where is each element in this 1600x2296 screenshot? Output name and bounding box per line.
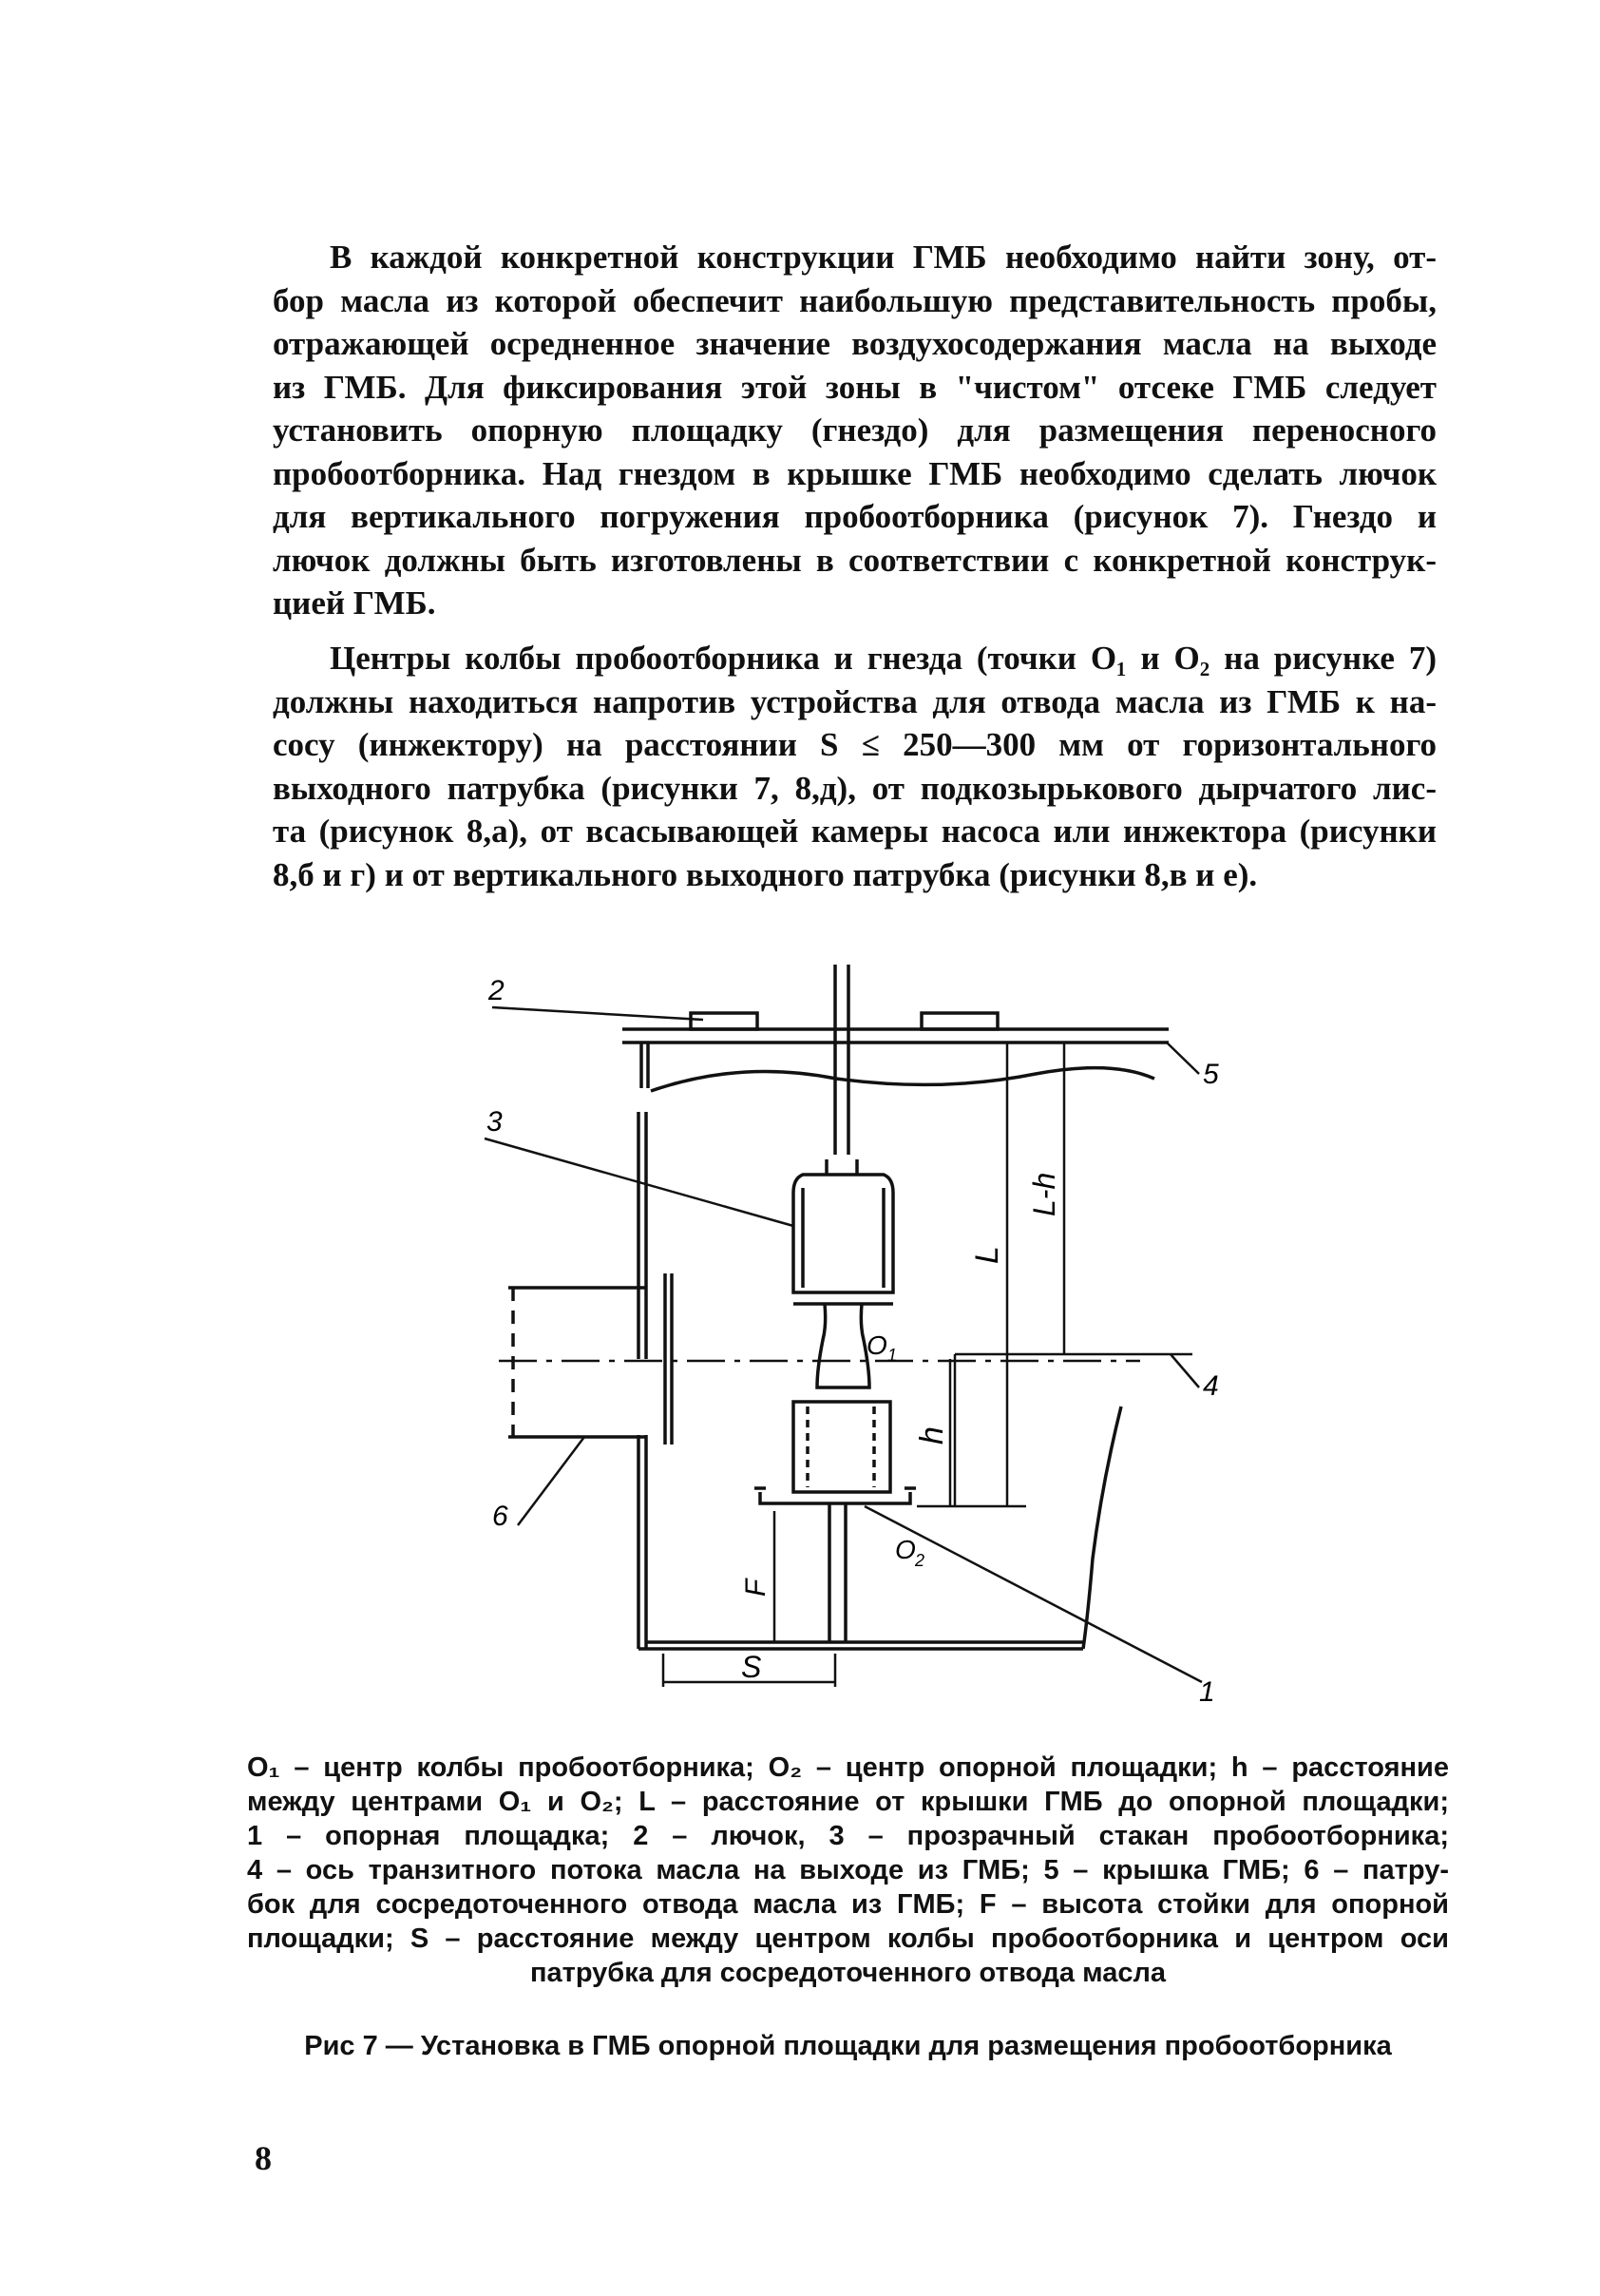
probe-neck: [817, 1304, 869, 1387]
break-line: [651, 1068, 1154, 1091]
dim-h-label: h: [914, 1426, 950, 1445]
text-line: сосу (инжектору) на расстоянии S ≤ 250—300 мм от горизонтального: [273, 726, 1437, 763]
hatch-plate-left: [691, 1013, 757, 1029]
caption-line: бок для сосредоточенного отвода масла из ГМБ; F – высота стойки для опорной: [247, 1889, 1449, 1920]
caption-line: 1 – опорная площадка; 2 – лючок, 3 – прозрачный стакан пробоотборника;: [247, 1821, 1449, 1851]
label-o2-sub: 2: [915, 1551, 925, 1570]
text-line: 8,б и г) и от вертикального выходного патрубка (рисунки 8,в и е).: [273, 855, 1258, 893]
text-line: установить опорную площадку (гнездо) для размещения переносного: [273, 411, 1437, 449]
dim-L-label: L: [969, 1246, 1005, 1264]
label-6: 6: [492, 1501, 508, 1532]
leader-2: [492, 1007, 703, 1020]
label-2: 2: [488, 975, 505, 1006]
text-line: В каждой конкретной конструкции ГМБ необходимо найти зону, от-: [330, 239, 1437, 276]
caption-line: между центрами O₁ и O₂; L – расстояние от крышки ГМБ до опорной площадки;: [247, 1787, 1449, 1817]
label-5: 5: [1203, 1059, 1219, 1090]
technical-drawing: [456, 941, 1273, 1720]
leader-5: [1167, 1043, 1199, 1074]
paragraph-1: [273, 236, 1437, 625]
probe-cup: [793, 1175, 893, 1292]
dim-S-label: S: [741, 1650, 762, 1684]
text-line: та (рисунок 8,а), от всасывающей камеры насоса или инжектора (рисунки: [273, 813, 1437, 850]
figure-caption: [247, 1751, 1449, 1990]
support-platform: [760, 1492, 910, 1503]
paragraph-2: [273, 637, 1437, 896]
text-line: должны находиться напротив устройства для отвода масла из ГМБ к на-: [273, 682, 1437, 720]
caption-line: O₁ – центр колбы пробоотборника; O₂ – центр опорной площадки; h – расстояние: [247, 1752, 1449, 1783]
text-line: отражающей осредненное значение воздухосодержания масла на выходе: [273, 325, 1437, 362]
text-line: цией ГМБ.: [273, 584, 436, 622]
page-number: 8: [255, 2139, 272, 2177]
leader-6: [518, 1437, 584, 1525]
label-1: 1: [1199, 1676, 1215, 1708]
text-line: лючок должны быть изготовлены в соответствии с конкретной конструк-: [273, 541, 1437, 579]
figure-7-drawing: [456, 941, 1273, 1720]
label-4: 4: [1203, 1370, 1219, 1402]
text-line: бор масла из которой обеспечит наибольшую представительность пробы,: [273, 281, 1437, 319]
figure-title: Рис 7 — Установка в ГМБ опорной площадки для размещения пробоотборника: [304, 2031, 1392, 2061]
text-line: выходного патрубка (рисунки 7, 8,д), от подкозырькового дырчатого лис-: [273, 769, 1437, 807]
label-o1: O: [867, 1330, 887, 1360]
text-line: из ГМБ. Для фиксирования этой зоны в "чистом" отсеке ГМБ следует: [273, 368, 1437, 406]
text-line: пробоотборника. Над гнездом в крышке ГМБ необходимо сделать лючок: [273, 454, 1437, 492]
dim-F-label: F: [740, 1578, 771, 1597]
wall-right-curve: [1083, 1406, 1121, 1649]
caption-line: 4 – ось транзитного потока масла на выходе из ГМБ; 5 – крышка ГМБ; 6 – патру-: [247, 1855, 1449, 1885]
text-line: для вертикального погружения пробоотборника (рисунок 7). Гнездо и: [273, 498, 1437, 535]
label-o1-sub: 1: [887, 1346, 898, 1365]
text-line: Центры колбы пробоотборника и гнезда (точки O₁ и O₂ на рисунке 7): [330, 640, 1437, 677]
caption-line: патрубка для сосредоточенного отвода масла: [530, 1958, 1166, 1988]
label-3: 3: [486, 1106, 503, 1138]
label-o2: O: [895, 1535, 916, 1564]
caption-line: площадки; S – расстояние между центром колбы пробоотборника и центром оси: [247, 1923, 1449, 1954]
hatch-plate-right: [922, 1013, 998, 1029]
leader-4: [1171, 1354, 1199, 1387]
dim-Lh-label: L-h: [1027, 1172, 1061, 1216]
leader-1: [865, 1506, 1202, 1682]
